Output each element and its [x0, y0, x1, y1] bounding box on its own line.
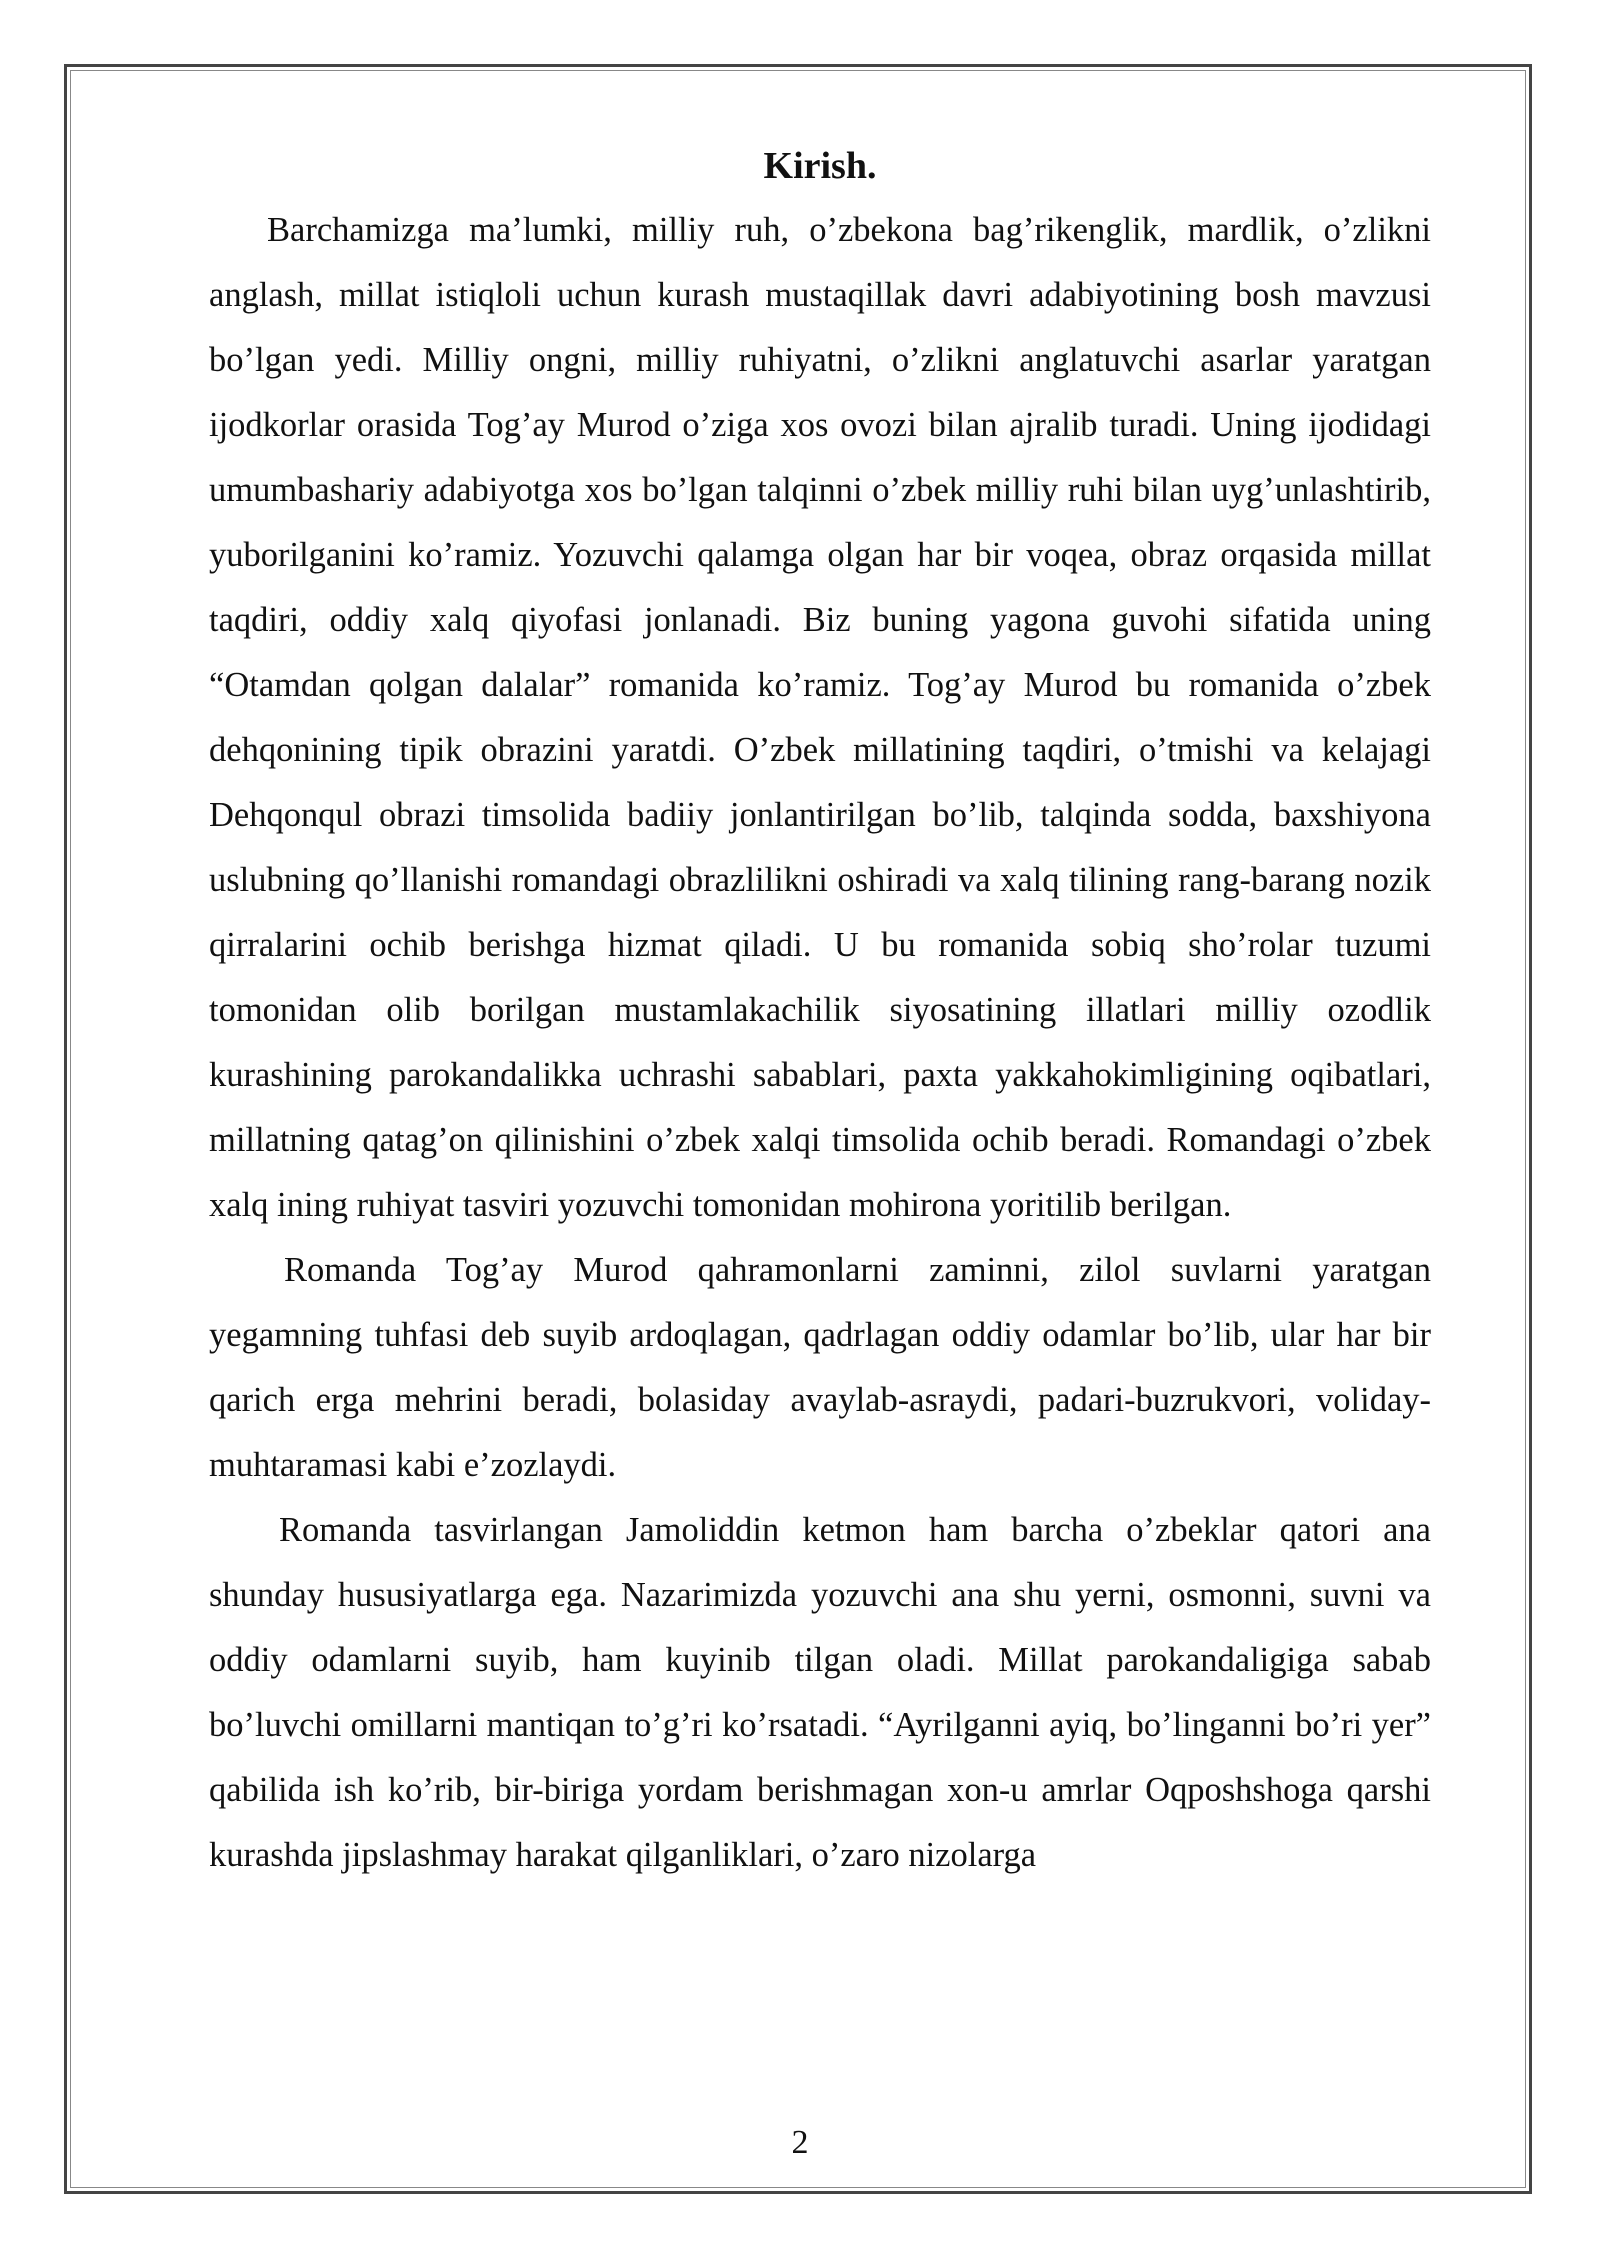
- paragraph-2: Romanda Tog’ay Murod qahramonlarni zaminni, zilol suvlarni yaratgan yegamning tuhfasi deb suyib ardoqlagan, qadrlagan oddiy odamlar bo’lib, ular har bir qarich erga mehrini beradi, bolasiday avaylab-asraydi, padari-buzrukvori, voliday-muhtaramasi kabi e’zozlaydi.: [209, 1251, 1431, 1484]
- document-title: Kirish.: [763, 145, 877, 187]
- paragraph-3: Romanda tasvirlangan Jamoliddin ketmon ham barcha o’zbeklar qatori ana shunday hususiyatlarga ega. Nazarimizda yozuvchi ana shu yerni, osmonni, suvni va oddiy odamlarni suyib, ham kuyinib tilgan oladi. Millat parokandaligiga sabab bo’luvchi omillarni mantiqan to’g’ri ko’rsatadi. “Ayrilganni ayiq, bo’linganni bo’ri yer” qabilida ish ko’rib, bir-biriga yordam berishmagan xon-u amrlar Oqposhshoga qarshi kurashda jipslashmay harakat qilganliklari, o’zaro nizolarga: [209, 1511, 1431, 1874]
- paragraph-1: Barchamizga ma’lumki, milliy ruh, o’zbekona bag’rikenglik, mardlik, o’zlikni anglash, millat istiqloli uchun kurash mustaqillak davri adabiyotining bosh mavzusi bo’lgan yedi. Milliy ongni, milliy ruhiyatni, o’zlikni anglatuvchi asarlar yaratgan ijodkorlar orasida Tog’ay Murod o’ziga xos ovozi bilan ajralib turadi. Uning ijodidagi umumbashariy adabiyotga xos bo’lgan talqinni o’zbek milliy ruhi bilan uyg’unlashtirib, yuborilganini ko’ramiz. Yozuvchi qalamga olgan har bir voqea, obraz orqasida millat taqdiri, oddiy xalq qiyofasi jonlanadi. Biz buning yagona guvohi sifatida uning “Otamdan qolgan dalalar” romanida ko’ramiz. Tog’ay Murod bu romanida o’zbek dehqonining tipik obrazini yaratdi. O’zbek millatining taqdiri, o’tmishi va kelajagi Dehqonqul obrazi timsolida badiiy jonlantirilgan bo’lib, talqinda sodda, baxshiyona uslubning qo’llanishi romandagi obrazlilikni oshiradi va xalq tilining rang-barang nozik qirralarini ochib berishga hizmat qiladi. U bu romanida sobiq sho’rolar tuzumi tomonidan olib borilgan mustamlakachilik siyosatining illatlari milliy ozodlik kurashining parokandalikka uchrashi sabablari, paxta yakkahokimligining oqibatlari, millatning qatag’on qilinishini o’zbek xalqi timsolida ochib beradi. Romandagi o’zbek xalq ining ruhiyat tasviri yozuvchi tomonidan mohirona yoritilib berilgan.: [209, 211, 1431, 1224]
- document-body: [209, 140, 1431, 1888]
- page-number: 2: [791, 2124, 809, 2161]
